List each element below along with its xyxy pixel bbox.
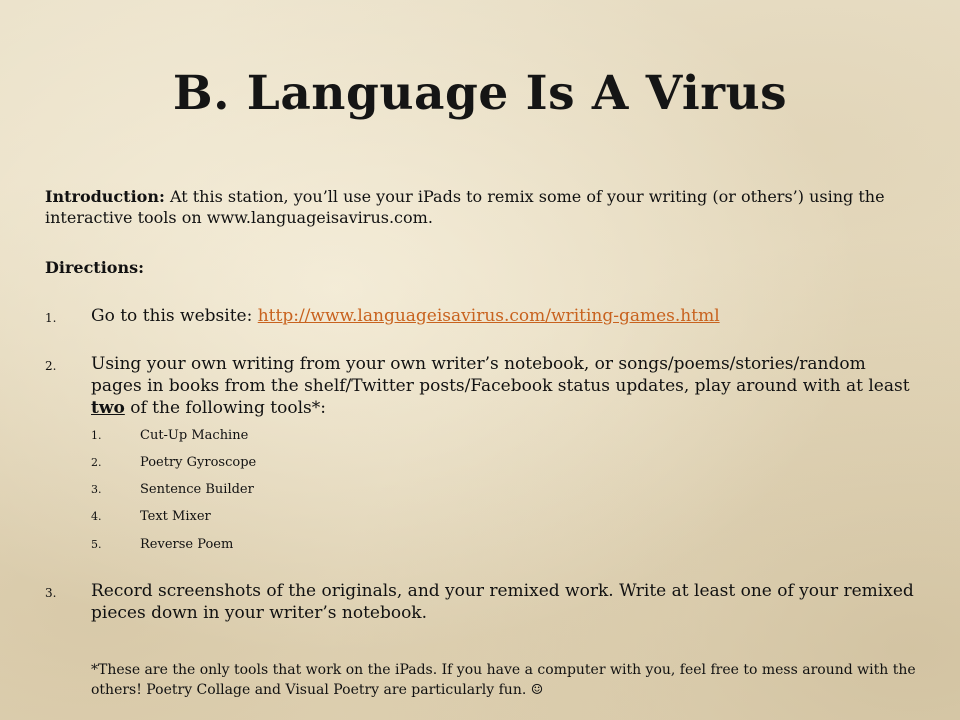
- step-3: [45, 580, 925, 626]
- step-text: [91, 305, 720, 327]
- step-1-text: Go to this website:: [91, 306, 258, 326]
- step-2-text-after: of the following tools*:: [124, 398, 326, 418]
- tool-name: Text Mixer: [140, 509, 211, 524]
- website-link[interactable]: http://www.languageisavirus.com/writing-games.html: [257, 306, 720, 326]
- slide-title: B. Language Is A Virus: [172, 66, 788, 121]
- directions-heading: Directions:: [45, 258, 144, 277]
- tool-item: [91, 509, 391, 527]
- step-text: [91, 353, 921, 419]
- step-text: Record screenshots of the originals, and your remixed work. Write at least one of your remixed pieces down in your writer’s notebook.: [91, 581, 914, 623]
- emphasis-two: two: [91, 398, 125, 418]
- tool-item: [91, 537, 391, 555]
- step-1: [45, 305, 925, 329]
- step-2: [45, 353, 925, 423]
- tool-item: [91, 482, 391, 500]
- tool-name: Reverse Poem: [140, 537, 234, 552]
- step-number: 2.: [45, 359, 57, 373]
- tool-name: Cut-Up Machine: [140, 428, 249, 443]
- intro-paragraph: [45, 186, 930, 228]
- intro-text: At this station, you’ll use your iPads to remix some of your writing (or others’) using the interactive tools on www.languageisavirus.com.: [45, 187, 885, 227]
- intro-label: Introduction:: [45, 187, 165, 206]
- step-number: 3.: [45, 586, 57, 600]
- tool-name: Sentence Builder: [140, 482, 254, 497]
- tool-item: [91, 428, 391, 446]
- footnote: *These are the only tools that work on the iPads. If you have a computer with you, feel free to mess around with the others! Poetry Collage and Visual Poetry are particularly fun. ☺: [91, 662, 916, 698]
- tool-number: 5.: [91, 538, 102, 551]
- tool-number: 2.: [91, 456, 102, 469]
- tool-number: 4.: [91, 510, 102, 523]
- tool-item: [91, 455, 391, 473]
- step-number: 1.: [45, 311, 57, 325]
- tool-name: Poetry Gyroscope: [140, 455, 257, 470]
- step-2-text: Using your own writing from your own writer’s notebook, or songs/poems/stories/random pages in books from the shelf/Twitter posts/Facebook status updates, play around with at least: [91, 354, 910, 396]
- tool-number: 3.: [91, 483, 102, 496]
- tool-number: 1.: [91, 429, 102, 442]
